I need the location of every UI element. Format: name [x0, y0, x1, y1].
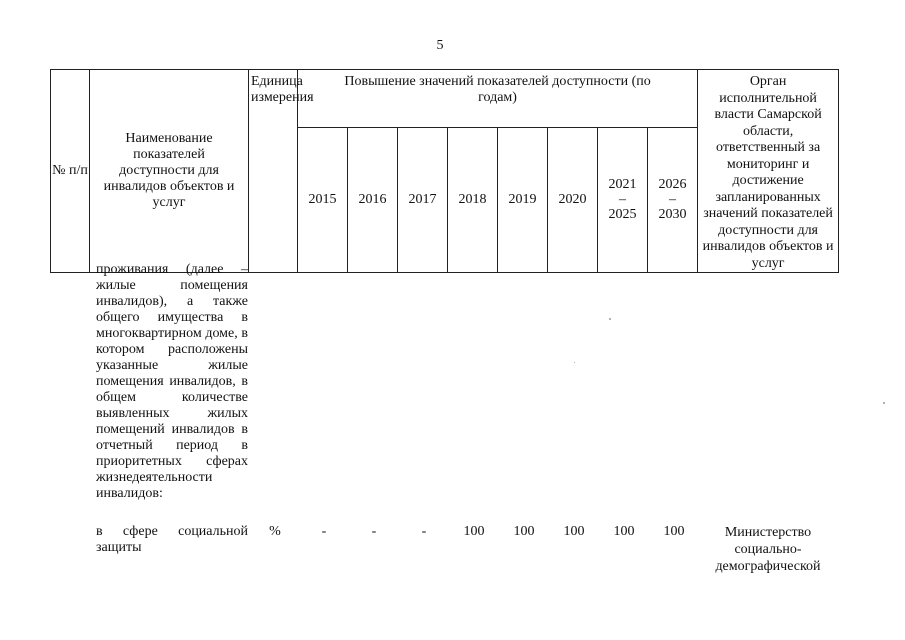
row-label-social-protection: в сфере социальной защиты: [96, 524, 248, 555]
row-value-2026-2030: 100: [663, 524, 685, 539]
row-value-2020: 100: [563, 524, 585, 539]
header-year-2018: 2018: [448, 127, 498, 272]
indicator-continuation-text: проживания (далее – жилые помещения инвалидов), а также общего имущества в многоквартирном доме, в котором расположены указанные жилые помещения инвалидов, в общем количестве выявленных жилых помещений инвалидов в отчетный период в приоритетных сферах жизнедеятельности инвалидов:: [96, 262, 248, 501]
header-organ: Орган исполнительной власти Самарской области, ответственный за мониторинг и достижение запланированных значений показателей доступности для инвалидов объектов и услуг: [698, 70, 839, 273]
range1-start: 2021: [608, 176, 637, 192]
scan-speck: [609, 318, 611, 320]
scan-speck: [883, 402, 885, 404]
header-year-2021-2025: [598, 127, 648, 272]
header-year-2026-2030: [648, 127, 698, 272]
page-number: 5: [436, 38, 444, 53]
header-increase: Повышение значений показателей доступности (по годам): [298, 70, 698, 128]
range2-dash: –: [669, 191, 677, 207]
range1-dash: –: [619, 191, 626, 207]
row-value-2016: -: [371, 524, 377, 539]
row-value-2019: 100: [513, 524, 535, 539]
row-value-2017: -: [421, 524, 427, 539]
header-year-2015: 2015: [298, 127, 348, 272]
header-year-2020: 2020: [548, 127, 598, 272]
scan-speck: [574, 362, 575, 363]
header-indicator-name: Наименование показателей доступности для инвалидов объектов и услуг: [90, 70, 249, 273]
row-value-2018: 100: [463, 524, 485, 539]
header-year-2016: 2016: [348, 127, 398, 272]
range1-end: 2025: [608, 206, 637, 222]
header-year-2017: 2017: [398, 127, 448, 272]
range2-end: 2030: [658, 206, 687, 222]
header-year-2019: 2019: [498, 127, 548, 272]
row-organ: Министерство социально-демографической: [715, 525, 821, 574]
range2-start: 2026: [658, 176, 687, 192]
header-unit: Единица измерения: [249, 70, 298, 273]
row-unit: %: [269, 524, 281, 539]
header-number: № п/п: [51, 70, 90, 273]
row-value-2021-2025: 100: [613, 524, 635, 539]
indicator-table-header: [50, 69, 839, 273]
row-value-2015: -: [321, 524, 327, 539]
